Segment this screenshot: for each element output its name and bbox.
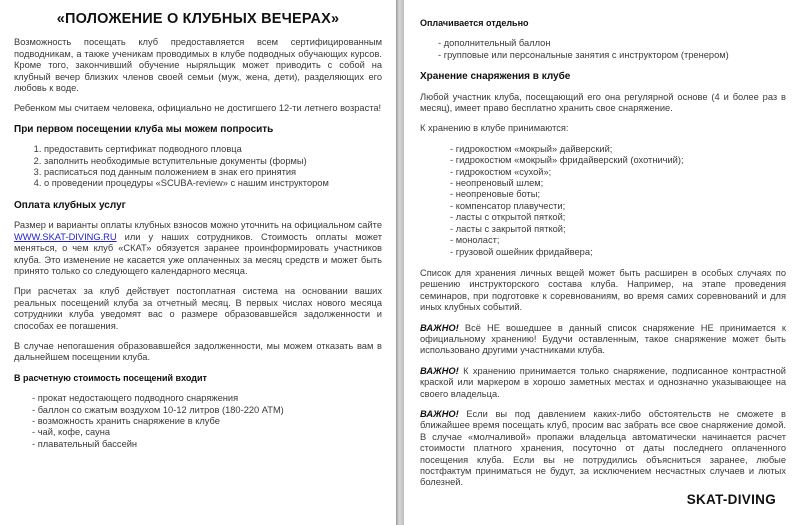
list-item: 4. о проведении процедуры «SCUBA-review» с нашим инструктором — [44, 178, 382, 189]
list-item: 1. предоставить сертификат подводного пловца — [44, 144, 382, 155]
list-item: - моноласт; — [450, 235, 786, 246]
storage-heading: Хранение снаряжения в клубе — [420, 71, 571, 83]
important-label: ВАЖНО! — [420, 365, 459, 376]
storage-accepted-label: К хранению в клубе принимаются: — [420, 123, 569, 134]
important-text: Если вы под давлением каких-либо обстоятельств не сможете в ближайшее время посещать клуб, просим вас забрать все свое снаряжение домой. В случае «молчаливой» пропажи владельца автоматически начинается расчет стоимости платного хранения, посуточно от даты последнего оплаченного посещения клуба. Если вы не потрудились объясниться заранее, любые постфактум приниматься не будут, за исключением несчастных случаев и лютых болезней. — [420, 408, 786, 488]
list-item: - гидрокостюм «мокрый» дайверский; — [450, 144, 786, 155]
important-label: ВАЖНО! — [420, 322, 459, 333]
watermark-logo: SKAT-DIVING — [679, 491, 782, 507]
list-item: - гидрокостюм «мокрый» фридайверский (охотничий); — [450, 155, 786, 166]
list-item: - ласты с открытой пяткой; — [450, 212, 786, 223]
list-item: - неопреновые боты; — [450, 189, 786, 200]
intro-paragraph: Возможность посещать клуб предоставляется всем сертифицированным подводникам, а также ученикам проводимых в клубе подводных обучающих курсов. Кроме того, закончивший обучение ныряльщик может приводить с собой на клубный вечер близких членов своей семьи (муж, жена, дети), разделяющих его любовь к воде. — [14, 37, 382, 94]
payment-heading: Оплата клубных услуг — [14, 199, 126, 211]
important-paragraph-3 — [420, 409, 786, 489]
storage-paragraph-1: Любой участник клуба, посещающий его она регулярной основе (4 и более раз в месяц), имеет право бесплатно хранить свое снаряжение. — [420, 91, 786, 114]
list-item: - дополнительный баллон — [438, 38, 786, 49]
child-note: Ребенком мы считаем человека, официально не достигшего 12-ти летнего возраста! — [14, 103, 382, 114]
list-item: - неопреновый шлем; — [450, 178, 786, 189]
payment-paragraph-1 — [14, 220, 382, 277]
list-item: - грузовой ошейник фридайвера; — [450, 247, 786, 258]
extra-heading: Оплачивается отдельно — [420, 18, 529, 28]
important-text: К хранению принимается только снаряжение, подписанное контрастной краской или маркером в хорошо заметных местах и однозначно указывающее на своего владельца. — [420, 365, 786, 399]
document-page-right — [404, 0, 800, 525]
document-title: «ПОЛОЖЕНИЕ О КЛУБНЫХ ВЕЧЕРАХ» — [56, 11, 340, 27]
first-visit-list — [14, 144, 382, 190]
list-item: - плавательный бассейн — [32, 439, 382, 450]
list-item: - ласты с закрытой пяткой; — [450, 224, 786, 235]
payment-paragraph-2: При расчетах за клуб действует постоплатная система на основании ваших реальных посещений клуба за отчетный месяц. В первых числах нового месяца сотрудники клуба уведомят вас о размере образовавшейся задолженности и способах ее погашения. — [14, 286, 382, 331]
important-paragraph-2 — [420, 366, 786, 400]
site-link[interactable]: WWW.SKAT-DIVING.RU — [14, 231, 117, 242]
document-page-left — [0, 0, 396, 525]
storage-list — [420, 144, 786, 258]
first-visit-heading: При первом посещении клуба мы можем попросить — [14, 123, 274, 135]
list-item: 3. расписаться под данным положением в знак его принятия — [44, 167, 382, 178]
list-item: - чай, кофе, сауна — [32, 427, 382, 438]
payment-paragraph-3: В случае непогашения образовавшейся задолженности, мы можем отказать вам в дальнейшем посещении клуба. — [14, 340, 382, 363]
payment-text-before-link: Размер и варианты оплаты клубных взносов можно уточнить на официальном сайте — [14, 220, 382, 231]
list-item: - прокат недостающего подводного снаряжения — [32, 393, 382, 404]
payment-text-after-link: или у наших сотрудников. Стоимость оплаты может меняться, о чем клуб «СКАТ» обязуется заранее проинформировать участников клуба. Это изменение не касается уже оплаченных за месяц средств и может быть принято только со следующего календарного месяца. — [14, 231, 382, 276]
list-item: - гидрокостюм «сухой»; — [450, 167, 786, 178]
list-item: - компенсатор плавучести; — [450, 201, 786, 212]
list-item: - баллон со сжатым воздухом 10-12 литров (180-220 АТМ) — [32, 405, 382, 416]
list-item: - групповые или персональные занятия с инструктором (тренером) — [438, 50, 786, 61]
important-text: Всё НЕ вошедшее в данный список снаряжение НЕ принимается к официальному хранению! Будучи оставленным, такое снаряжение может быть использовано другими участниками клуба. — [420, 322, 786, 356]
page-divider — [396, 0, 404, 525]
list-item: - возможность хранить снаряжение в клубе — [32, 416, 382, 427]
included-list — [14, 393, 382, 450]
important-label: ВАЖНО! — [420, 408, 459, 419]
storage-paragraph-2: Список для хранения личных вещей может быть расширен в особых случаях по решению инструкторского состава клуба. Например, на этапе проведения семинаров, при подготовке к соревнованиям, во время самих соревнований и для иных клубных событий. — [420, 267, 786, 313]
included-heading: В расчетную стоимость посещений входит — [14, 372, 207, 383]
list-item: 2. заполнить необходимые вступительные документы (формы) — [44, 156, 382, 167]
important-paragraph-1 — [420, 323, 786, 357]
extra-list — [420, 38, 786, 61]
